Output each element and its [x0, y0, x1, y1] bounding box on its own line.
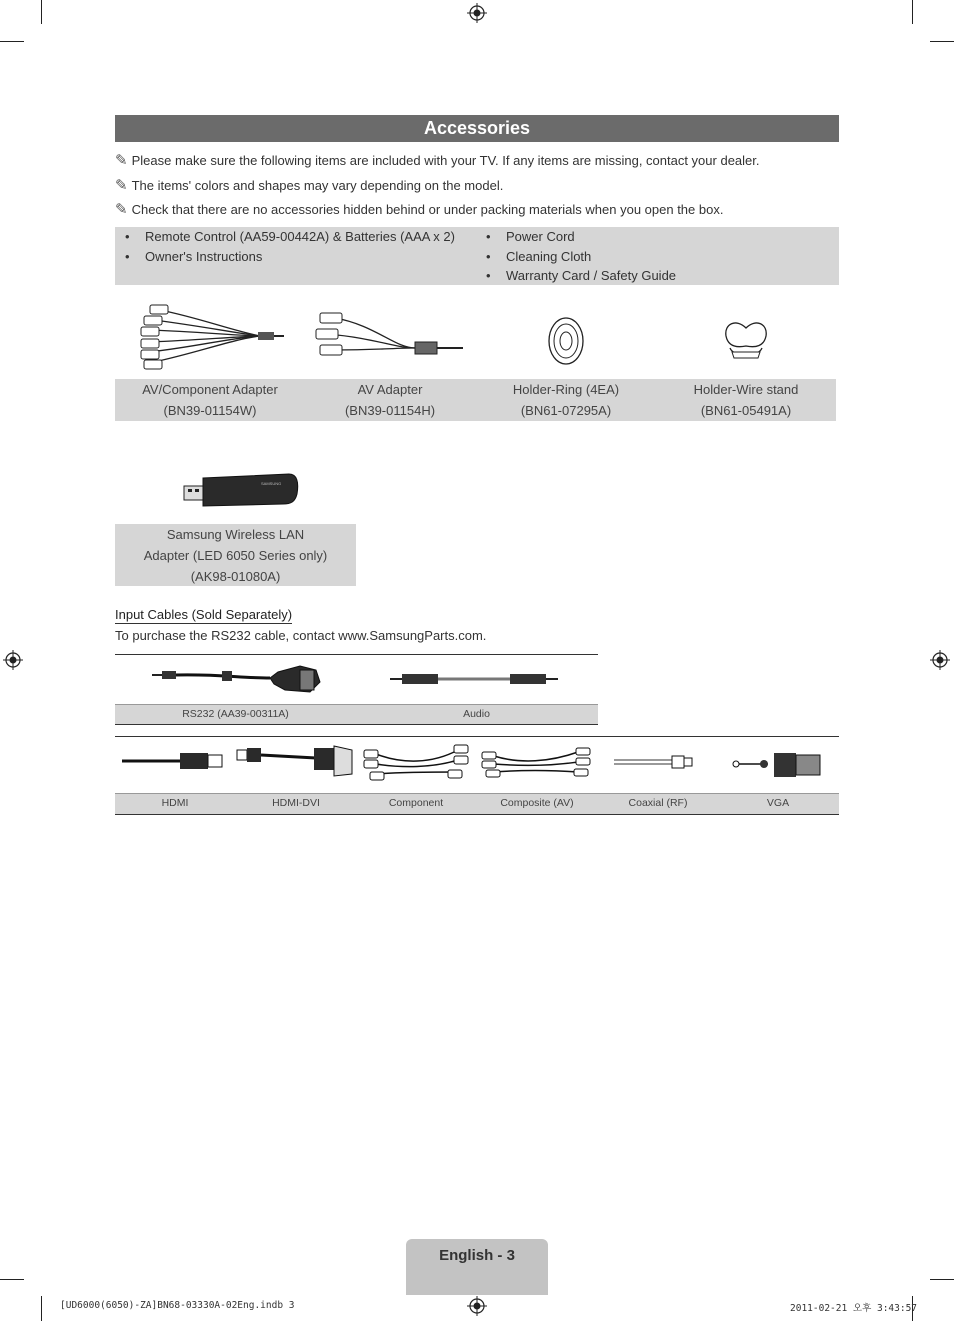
- registration-mark-icon: [467, 1296, 487, 1316]
- vga-cable-icon: [730, 750, 825, 780]
- cable-label: Audio: [463, 708, 490, 720]
- page-number: English - 3: [406, 1239, 548, 1295]
- hdmi-cable-icon: [122, 748, 227, 774]
- note-pencil-icon: ✎: [115, 152, 128, 169]
- crop-mark: [41, 0, 42, 24]
- cable-label: Composite (AV): [500, 797, 574, 809]
- note: [115, 200, 723, 218]
- wireless-logo: SAMSUNG: [261, 481, 282, 486]
- print-date-info: 2011-02-21 오후 3:43:57: [790, 1303, 918, 1314]
- list-item: • Power Cord: [476, 227, 676, 247]
- divider: [115, 736, 839, 737]
- wireless-label: Samsung Wireless LAN Adapter (LED 6050 Series only) (AK98-01080A): [143, 527, 328, 584]
- crop-mark: [0, 1279, 24, 1280]
- note-text: Check that there are no accessories hidden behind or under packing materials when you open the box.: [131, 202, 724, 217]
- note-text: The items' colors and shapes may vary depending on the model.: [131, 178, 504, 193]
- note-pencil-icon: ✎: [115, 201, 128, 218]
- divider: [115, 654, 598, 655]
- crop-mark: [912, 0, 913, 24]
- note-pencil-icon: ✎: [115, 177, 128, 194]
- cable-label: RS232 (AA39-00311A): [182, 708, 289, 720]
- holder-wire-stand-icon: [722, 318, 770, 363]
- registration-mark-icon: [3, 650, 23, 670]
- included-items-right: [476, 227, 676, 286]
- accessory-label: AV Adapter (BN39-01154H): [344, 382, 436, 418]
- section-title: Accessories: [115, 115, 839, 142]
- av-component-adapter-icon: [140, 300, 285, 370]
- registration-mark-icon: [467, 3, 487, 23]
- cable-label: Component: [388, 797, 444, 809]
- composite-cable-icon: [480, 744, 595, 780]
- component-cable-icon: [362, 742, 472, 784]
- accessory-label: AV/Component Adapter (BN39-01154W): [142, 382, 278, 418]
- crop-mark: [41, 1296, 42, 1321]
- crop-mark: [0, 41, 24, 42]
- list-item: • Owner's Instructions: [115, 247, 455, 267]
- input-cables-subtext: To purchase the RS232 cable, contact www.SamsungParts.com.: [115, 628, 487, 643]
- av-adapter-icon: [315, 310, 465, 360]
- accessory-label: Holder-Wire stand (BN61-05491A): [693, 382, 799, 418]
- cable-label: HDMI: [161, 797, 189, 809]
- coaxial-cable-icon: [614, 752, 694, 772]
- list-item: • Warranty Card / Safety Guide: [476, 266, 676, 286]
- rs232-cable-icon: [150, 662, 325, 696]
- crop-mark: [930, 1279, 954, 1280]
- hdmi-dvi-cable-icon: [236, 744, 356, 778]
- list-item: • Cleaning Cloth: [476, 247, 676, 267]
- input-cables-heading: Input Cables (Sold Separately): [115, 607, 293, 622]
- included-items-left: [115, 227, 455, 266]
- cable-label: VGA: [766, 797, 790, 809]
- audio-cable-icon: [388, 671, 560, 687]
- crop-mark: [930, 41, 954, 42]
- list-item: • Remote Control (AA59-00442A) & Batteries (AAA x 2): [115, 227, 455, 247]
- holder-ring-icon: [546, 316, 586, 366]
- registration-mark-icon: [930, 650, 950, 670]
- wireless-lan-adapter-icon: [183, 472, 299, 508]
- cable-label: HDMI-DVI: [272, 797, 320, 809]
- cable-label: Coaxial (RF): [628, 797, 688, 809]
- accessory-label: Holder-Ring (4EA) (BN61-07295A): [512, 382, 620, 418]
- note: [115, 151, 760, 169]
- print-file-info: [UD6000(6050)-ZA]BN68-03330A-02Eng.indb 3: [60, 1300, 295, 1311]
- note: [115, 176, 503, 194]
- note-text: Please make sure the following items are included with your TV. If any items are missing, contact your dealer.: [131, 153, 760, 168]
